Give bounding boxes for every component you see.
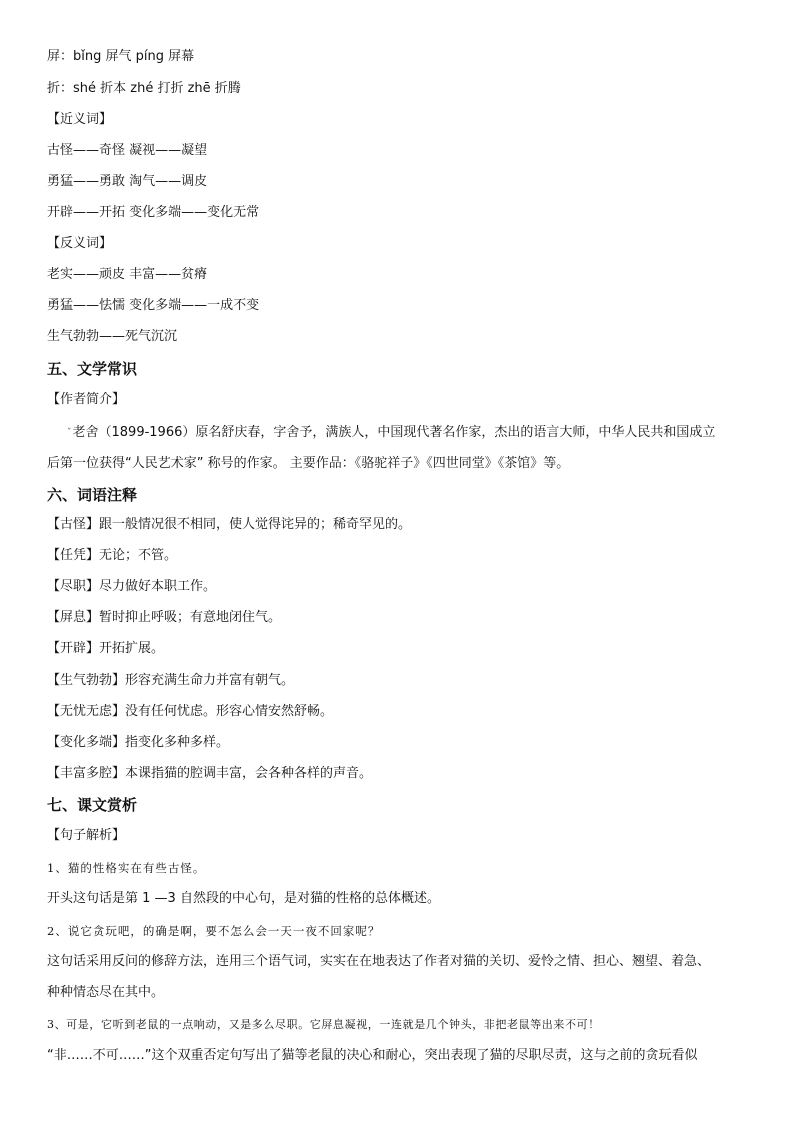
edit-caret-icon: ˇ — [67, 428, 72, 438]
section-heading-glossary: 六、词语注释 — [47, 486, 138, 504]
sentence-analysis: 这句话采用反问的修辞方法，连用三个语气词，实实在在地表达了作者对猫的关切、爱怜之情、担心、翘望、着急、 — [47, 954, 711, 969]
quoted-sentence: 1、猫的性格实在有些古怪。 — [47, 861, 206, 875]
synonym-line: 开辟——开拓 变化多端——变化无常 — [47, 205, 260, 220]
glossary-item: 【古怪】跟一般情况很不相同，使人觉得诧异的；稀奇罕见的。 — [47, 517, 412, 532]
synonym-line: 勇猛——勇敢 淘气——调皮 — [47, 174, 208, 189]
sentence-analysis: “非……不可……”这个双重否定句写出了猫等老鼠的决心和耐心，突出表现了猫的尽职尽责，这与之前的贪玩看似 — [47, 1048, 698, 1063]
section-heading-appreciation: 七、课文赏析 — [47, 796, 138, 814]
synonym-line: 古怪——奇怪 凝视——凝望 — [47, 143, 208, 158]
author-intro-label: 【作者简介】 — [47, 392, 126, 407]
author-intro-text: 老舍（1899-1966）原名舒庆春，字舍予，满族人，中国现代著名作家，杰出的语言大师，中华人民共和国成立 — [72, 425, 716, 440]
quoted-sentence: 2、说它贪玩吧，的确是啊，要不怎么会一天一夜不回家呢？ — [47, 924, 381, 938]
sentence-analysis: 开头这句话是第 1 —3 自然段的中心句，是对猫的性格的总体概述。 — [47, 891, 440, 906]
antonym-line: 老实——顽皮 丰富——贫瘠 — [47, 267, 208, 282]
glossary-item: 【尽职】尽力做好本职工作。 — [47, 579, 217, 594]
section-heading-literature: 五、文学常识 — [47, 360, 138, 378]
glossary-item: 【任凭】无论；不管。 — [47, 548, 178, 563]
glossary-item: 【变化多端】指变化多种多样。 — [47, 735, 230, 750]
antonym-line: 生气勃勃——死气沉沉 — [47, 329, 178, 344]
sentence-analysis: 种种情态尽在其中。 — [47, 985, 165, 1000]
author-intro-para-cont: 后第一位获得“人民艺术家” 称号的作家。 主要作品：《骆驼祥子》《四世同堂》《茶馆》等。 — [47, 456, 570, 471]
glossary-item: 【无忧无虑】没有任何忧虑。形容心情安然舒畅。 — [47, 704, 334, 719]
glossary-item: 【开辟】开拓扩展。 — [47, 641, 165, 656]
glossary-item: 【丰富多腔】本课指猫的腔调丰富，会各种各样的声音。 — [47, 766, 373, 781]
antonym-line: 勇猛——怯懦 变化多端——一成不变 — [47, 298, 260, 313]
glossary-item: 【生气勃勃】形容充满生命力并富有朝气。 — [47, 673, 295, 688]
pronunciation-line: 屏：bǐng 屏气 píng 屏幕 — [47, 49, 195, 64]
pronunciation-line: 折：shé 折本 zhé 打折 zhē 折腾 — [47, 81, 241, 96]
glossary-item: 【屏息】暂时抑止呼吸；有意地闭住气。 — [47, 610, 282, 625]
author-intro-para — [67, 424, 715, 442]
synonyms-label: 【近义词】 — [47, 112, 113, 127]
quoted-sentence: 3、可是，它听到老鼠的一点响动，又是多么尽职。它屏息凝视，一连就是几个钟头，非把老鼠等出来不可！ — [47, 1018, 600, 1031]
sentence-analysis-label: 【句子解析】 — [47, 828, 126, 843]
antonyms-label: 【反义词】 — [47, 236, 113, 251]
